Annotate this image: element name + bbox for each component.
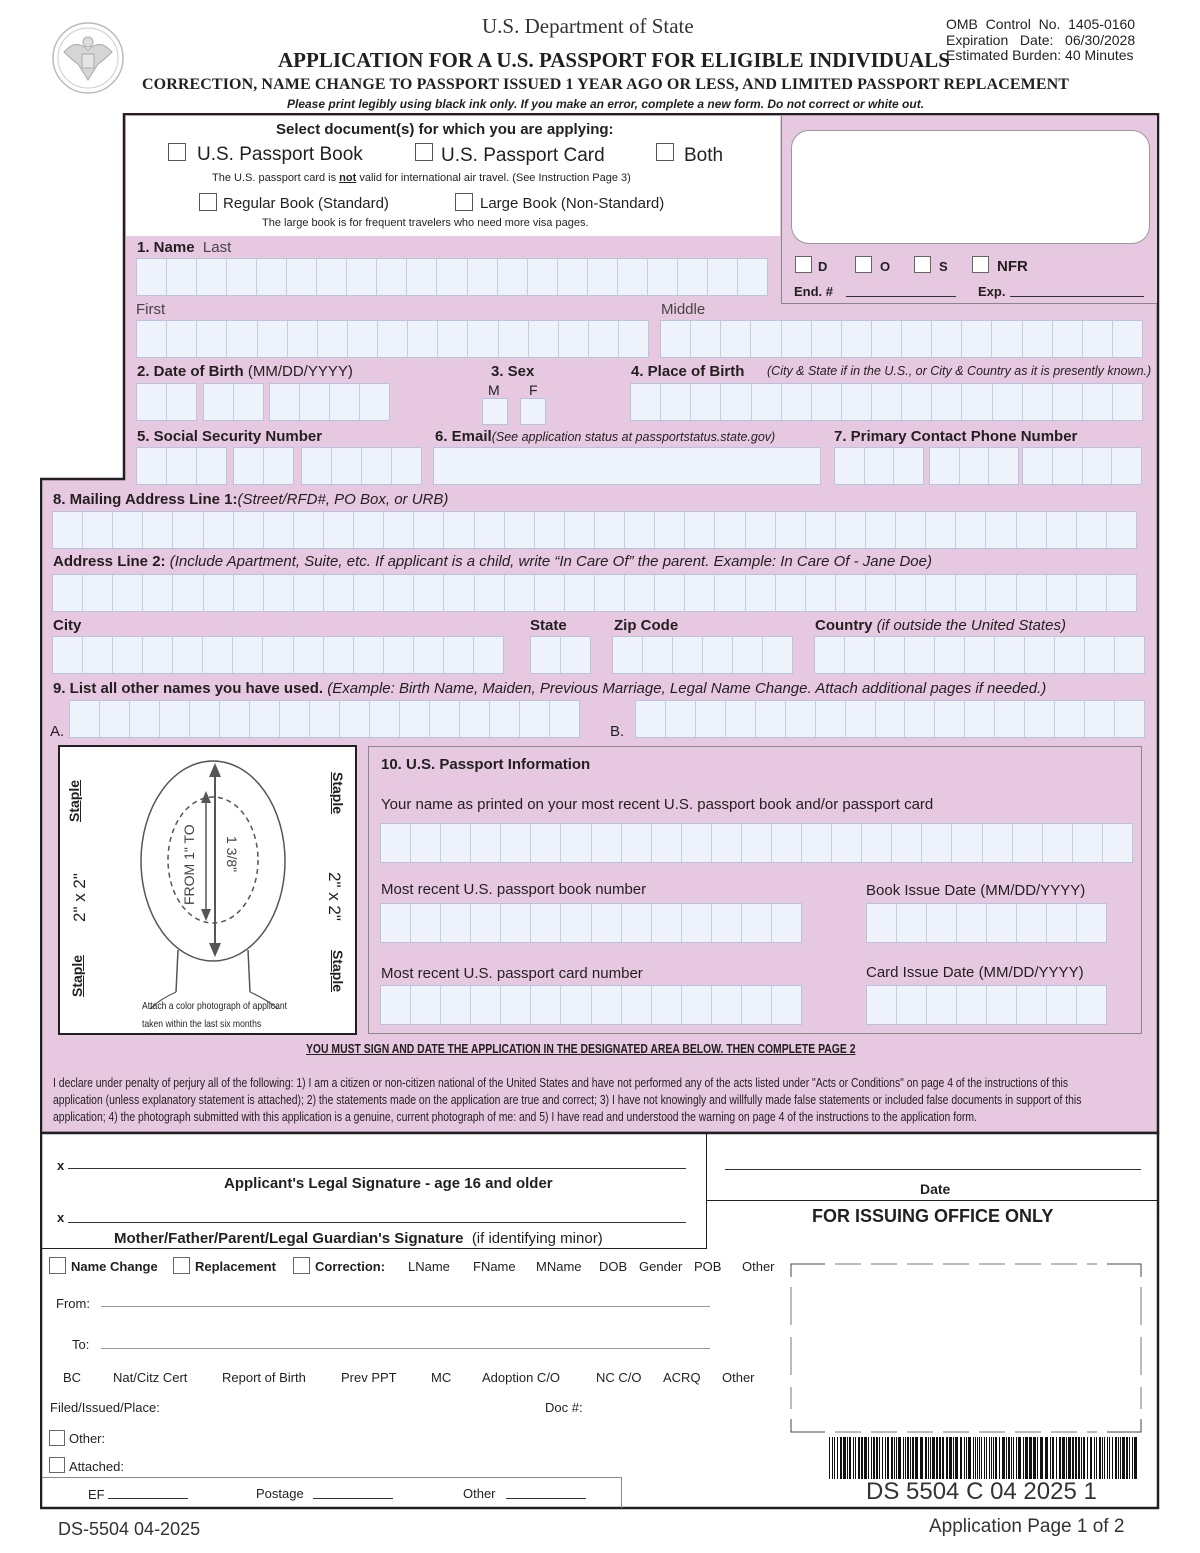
middle-name-label: Middle — [661, 301, 706, 318]
large-book-note: The large book is for frequent travelers who need more visa pages. — [262, 217, 589, 229]
department-seal — [50, 20, 126, 96]
first-name-label: First — [136, 301, 166, 318]
address1-label: 8. Mailing Address Line 1:(Street/RFD#, PO Box, or URB) — [53, 491, 449, 508]
pob-note: (City & State if in the U.S., or City & Country as it is presently known.) — [767, 364, 1152, 378]
dob-year-input[interactable] — [269, 383, 390, 421]
correction-checkbox[interactable] — [293, 1257, 310, 1274]
photo-note-1: Attach a color photograph of applicant — [142, 1000, 288, 1012]
address2-label: Address Line 2: (Include Apartment, Suite, etc. If applicant is a child, write “In Care Of” the parent. Example: In Care Of - Jane Doe) — [53, 553, 932, 570]
doc-prev-ppt[interactable]: Prev PPT — [341, 1370, 397, 1385]
issuing-office-title: FOR ISSUING OFFICE ONLY — [812, 1206, 1054, 1226]
attached-checkbox[interactable] — [49, 1457, 65, 1473]
parent-signature-line[interactable] — [68, 1222, 686, 1223]
filed-label: Filed/Issued/Place: — [50, 1400, 160, 1415]
corr-dob[interactable]: DOB — [599, 1259, 628, 1274]
office-d-label: D — [818, 259, 828, 274]
estimated-burden: Estimated Burden: 40 Minutes — [946, 47, 1134, 63]
attached-label: Attached: — [69, 1459, 124, 1474]
ef-line[interactable] — [108, 1498, 188, 1499]
office-d-checkbox[interactable] — [795, 256, 812, 273]
photo-size-right: 2" x 2" — [325, 872, 344, 921]
state-input[interactable] — [530, 636, 591, 674]
address1-input[interactable] — [52, 511, 1137, 549]
other-name-b-label: B. — [610, 723, 625, 740]
card-date-input[interactable] — [866, 985, 1107, 1025]
applicant-signature-label: Applicant's Legal Signature - age 16 and older — [224, 1175, 553, 1192]
from-label: From: — [56, 1296, 90, 1311]
zip-input[interactable] — [612, 636, 793, 674]
office-stamp-box — [791, 130, 1150, 244]
passport-card-checkbox[interactable] — [415, 143, 433, 161]
photo-guide-icon — [60, 747, 355, 1033]
correction-label: Correction: — [315, 1259, 386, 1274]
first-name-input[interactable] — [136, 320, 649, 358]
regular-book-label: Regular Book (Standard) — [223, 195, 389, 212]
doc-report-birth[interactable]: Report of Birth — [222, 1370, 306, 1385]
photo-area[interactable] — [58, 745, 357, 1035]
other-name-b-input[interactable] — [635, 700, 1145, 738]
staple-label-br: Staple — [330, 950, 346, 993]
date-label: Date — [920, 1181, 951, 1197]
doc-number-label: Doc #: — [545, 1400, 583, 1415]
dob-label: 2. Date of Birth (MM/DD/YYYY) — [137, 363, 353, 380]
page-number: Application Page 1 of 2 — [929, 1516, 1125, 1537]
declaration-text: I declare under penalty of perjury all of the following: 1) I am a citizen or non-citizen national of the United States and have not performed any of the acts listed under "Acts or Conditions" on page 4 of the instructions of this application (unless explanatory statement is attached); 2) the statements made on the application are true and correct; 3) I have not knowingly and willfully made false statements or included false documents in support of this application; 4) the photograph submitted with this application is a genuine, current photograph of me: and 5) I have read and understood the warning on page 4 of the instructions to the application form. — [53, 1075, 1082, 1124]
sign-x-2: x — [57, 1210, 65, 1225]
large-book-checkbox[interactable] — [455, 193, 473, 211]
other-names-label: 9. List all other names you have used. (Example: Birth Name, Maiden, Previous Marriage, Legal Name Change. Attach additional pages if needed.) — [53, 680, 1047, 697]
staple-label-tl: Staple — [66, 779, 82, 822]
regular-book-checkbox[interactable] — [199, 193, 217, 211]
both-label: Both — [684, 145, 724, 166]
endorsement-line[interactable] — [846, 296, 956, 297]
other-checkbox[interactable] — [49, 1430, 65, 1446]
office-nfr-checkbox[interactable] — [972, 256, 989, 273]
zip-label: Zip Code — [614, 617, 679, 634]
doc-nc-co[interactable]: NC C/O — [596, 1370, 642, 1385]
large-book-label: Large Book (Non-Standard) — [480, 195, 665, 212]
doc-acrq[interactable]: ACRQ — [663, 1370, 701, 1385]
corr-gender[interactable]: Gender — [639, 1259, 683, 1274]
phone-prefix-input[interactable] — [929, 447, 1019, 485]
photo-size-left: 2" x 2" — [70, 873, 89, 922]
both-checkbox[interactable] — [656, 143, 674, 161]
address2-input[interactable] — [52, 574, 1137, 612]
email-label: 6. Email(See application status at passportstatus.state.gov) — [435, 428, 776, 445]
photo-note-2: taken within the last six months — [142, 1018, 262, 1030]
sex-f-box[interactable] — [520, 398, 546, 425]
barcode — [829, 1437, 1139, 1479]
ef-label: EF — [88, 1487, 105, 1502]
doc-natcitz[interactable]: Nat/Citz Cert — [113, 1370, 188, 1385]
sex-f-label: F — [529, 382, 538, 398]
dob-day-input[interactable] — [203, 383, 264, 421]
last-name-input[interactable] — [136, 258, 768, 296]
corr-mname[interactable]: MName — [536, 1259, 582, 1274]
card-date-label: Card Issue Date (MM/DD/YYYY) — [866, 964, 1084, 981]
doc-adoption[interactable]: Adoption C/O — [482, 1370, 561, 1385]
passport-book-checkbox[interactable] — [168, 143, 186, 161]
other-label: Other: — [69, 1431, 106, 1446]
ssn-label: 5. Social Security Number — [137, 428, 323, 445]
endorsement-label: End. # — [794, 284, 834, 299]
office-s-label: S — [939, 259, 948, 274]
phone-line-input[interactable] — [1022, 447, 1142, 485]
city-label: City — [53, 617, 82, 634]
parent-signature-label: Mother/Father/Parent/Legal Guardian's Signature (if identifying minor) — [114, 1230, 603, 1247]
name-change-label: Name Change — [71, 1259, 158, 1274]
passport-info-title: 10. U.S. Passport Information — [381, 756, 591, 773]
phone-label: 7. Primary Contact Phone Number — [834, 428, 1078, 445]
city-input[interactable] — [52, 636, 504, 674]
sign-x-1: x — [57, 1158, 65, 1173]
book-date-label: Book Issue Date (MM/DD/YYYY) — [866, 882, 1086, 899]
other-name-a-label: A. — [50, 723, 65, 740]
book-number-input[interactable] — [380, 903, 802, 943]
passport-name-input[interactable] — [380, 823, 1133, 863]
passport-name-label: Your name as printed on your most recent U.S. passport book and/or passport card — [381, 796, 934, 813]
corr-fname[interactable]: FName — [473, 1259, 516, 1274]
omb-number: OMB Control No. 1405-0160 — [946, 16, 1136, 32]
office-s-checkbox[interactable] — [914, 256, 931, 273]
office-o-checkbox[interactable] — [855, 256, 872, 273]
book-date-input[interactable] — [866, 903, 1107, 943]
form-number: DS-5504 04-2025 — [58, 1519, 201, 1539]
must-sign-notice: YOU MUST SIGN AND DATE THE APPLICATION IN THE DESIGNATED AREA BELOW. THEN COMPLETE PAGE 2 — [306, 1041, 856, 1056]
exp-line[interactable] — [1010, 296, 1144, 297]
doc-other[interactable]: Other — [722, 1370, 755, 1385]
postage-label: Postage — [256, 1486, 304, 1501]
ssn-part1-input[interactable] — [136, 447, 227, 485]
applicant-signature-line[interactable] — [68, 1168, 686, 1169]
card-number-input[interactable] — [380, 985, 802, 1025]
exp-label: Exp. — [978, 284, 1006, 299]
dob-month-input[interactable] — [136, 383, 197, 421]
corr-other[interactable]: Other — [742, 1259, 775, 1274]
office-o-label: O — [880, 259, 891, 274]
office-nfr-label: NFR — [997, 258, 1028, 275]
sex-m-label: M — [488, 382, 500, 398]
other2-line[interactable] — [506, 1498, 586, 1499]
form-title: APPLICATION FOR A U.S. PASSPORT FOR ELIGIBLE INDIVIDUALS — [278, 48, 950, 72]
date-line[interactable] — [725, 1169, 1141, 1170]
staple-label-bl: Staple — [69, 954, 85, 997]
pob-label: 4. Place of Birth — [631, 363, 745, 380]
photo-to-label: 1 3/8" — [224, 836, 240, 873]
other2-label: Other — [463, 1486, 496, 1501]
doc-bc[interactable]: BC — [63, 1370, 82, 1385]
name-change-checkbox[interactable] — [49, 1257, 66, 1274]
middle-name-input[interactable] — [660, 320, 1143, 358]
issuing-office-box[interactable] — [790, 1263, 1142, 1433]
department-name: U.S. Department of State — [482, 14, 694, 38]
passport-card-label: U.S. Passport Card — [441, 145, 605, 166]
barcode-text: DS 5504 C 04 2025 1 — [866, 1478, 1097, 1505]
photo-from-label: FROM 1" TO — [181, 824, 197, 905]
country-input[interactable] — [814, 636, 1145, 674]
ink-instruction: Please print legibly using black ink only. If you make an error, complete a new form. Do not correct or white out. — [287, 97, 925, 111]
select-documents-title: Select document(s) for which you are applying: — [276, 121, 614, 138]
pob-input[interactable] — [630, 383, 1143, 421]
corr-pob[interactable]: POB — [694, 1259, 722, 1274]
to-label: To: — [72, 1337, 90, 1352]
form-subtitle: CORRECTION, NAME CHANGE TO PASSPORT ISSUED 1 YEAR AGO OR LESS, AND LIMITED PASSPORT REPLACEMENT — [142, 76, 1070, 93]
name-label: 1. Name Last — [137, 239, 232, 256]
ssn-part3-input[interactable] — [301, 447, 422, 485]
to-line[interactable] — [101, 1348, 710, 1349]
card-validity-note: The U.S. passport card is not valid for international air travel. (See Instruction Page 3) — [212, 172, 631, 184]
book-number-label: Most recent U.S. passport book number — [381, 881, 647, 898]
sex-m-box[interactable] — [482, 398, 508, 425]
country-label: Country (if outside the United States) — [815, 617, 1066, 634]
sex-label: 3. Sex — [491, 363, 535, 380]
card-number-label: Most recent U.S. passport card number — [381, 965, 643, 982]
ssn-part2-input[interactable] — [233, 447, 294, 485]
replacement-label: Replacement — [195, 1259, 276, 1274]
corr-lname[interactable]: LName — [408, 1259, 450, 1274]
replacement-checkbox[interactable] — [173, 1257, 190, 1274]
email-input[interactable] — [433, 447, 821, 485]
expiration-date: Expiration Date: 06/30/2028 — [946, 32, 1136, 48]
staple-label-tr: Staple — [330, 772, 346, 815]
other-name-a-input[interactable] — [69, 700, 580, 738]
doc-mc[interactable]: MC — [431, 1370, 452, 1385]
passport-book-label: U.S. Passport Book — [197, 144, 363, 165]
from-line[interactable] — [101, 1306, 710, 1307]
state-label: State — [530, 617, 567, 634]
phone-area-input[interactable] — [834, 447, 924, 485]
postage-line[interactable] — [313, 1498, 393, 1499]
